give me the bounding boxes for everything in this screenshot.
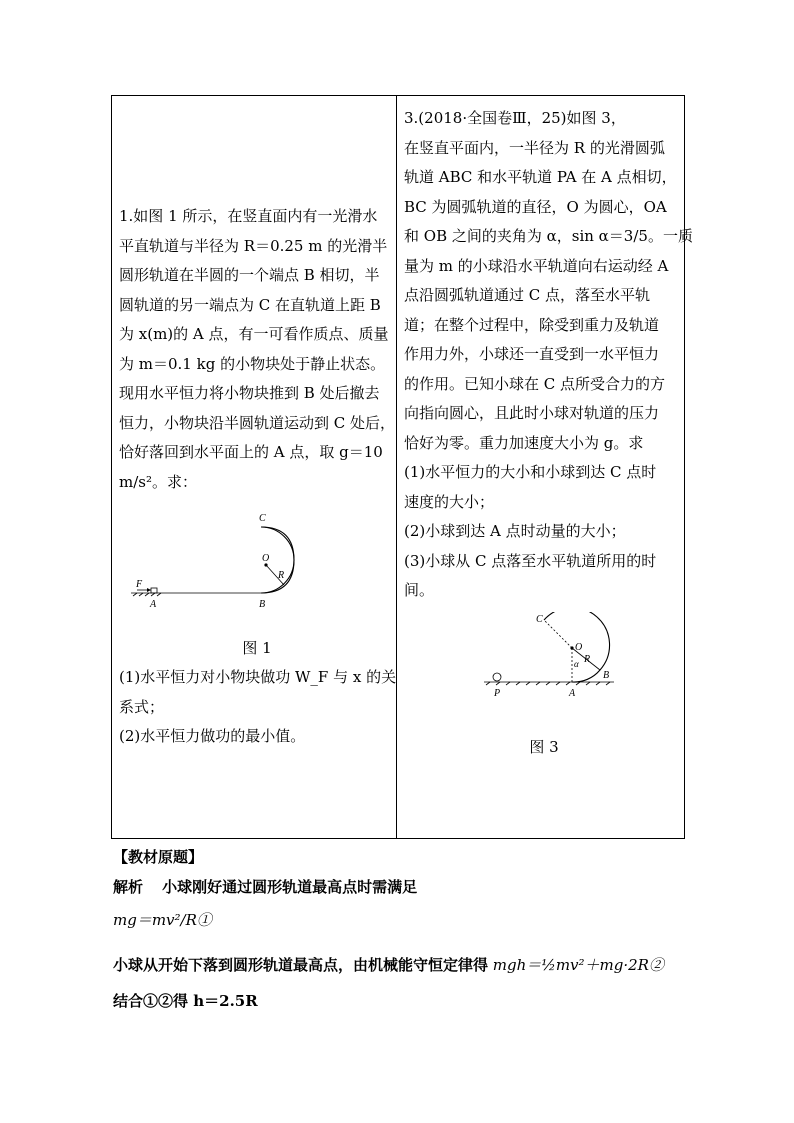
figure-1 [119,507,395,633]
problem-1-line: 恰好落回到水平面上的 A 点，取 g＝10 [119,443,383,461]
equation-2: mgh＝½mv²＋mg·2R② [492,956,664,974]
problem-table [111,95,693,839]
problem-1 [119,202,395,752]
problem-3-line: (3)小球从 C 点落至水平轨道所用的时 [404,551,657,570]
fig3-label-a: A [569,687,576,699]
analysis-label: 解析 [113,878,144,896]
problem-3-line: (1)水平恒力的大小和小球到达 C 点时 [404,463,657,481]
figure-3-diagram [404,612,684,732]
problem-3-line: 恰好为零。重力加速度大小为 g。求 [404,433,644,452]
problem-3-line: 的作用。已知小球在 C 点所受合力的方 [404,374,666,393]
problem-3 [404,104,693,762]
fig3-label-c: C [536,613,543,625]
figure-1-diagram [119,507,395,633]
problem-3-line: 轨道 ABC 和水平轨道 PA 在 A 点相切， [404,168,677,186]
problem-1-line: 平直轨道与半径为 R＝0.25 m 的光滑半 [119,236,388,255]
problem-1-line: m/s²。求： [119,472,197,491]
problem-3-line: 和 OB 之间的夹角为 α，sin α＝3/5。一质 [404,227,693,245]
fig1-label-o: O [262,553,270,564]
fig3-label-p: P [494,687,501,699]
problem-3-line: 点沿圆弧轨道通过 C 点，落至水平轨 [404,286,651,304]
figure-3 [404,612,684,732]
problem-1-text [119,202,395,497]
problem-1-question-line: (2)水平恒力做功的最小值。 [119,727,306,745]
problem-1-line: 1.如图 1 所示，在竖直面内有一光滑水 [119,207,378,225]
fig3-label-r: R [584,653,591,665]
fig1-label-c: C [259,513,266,524]
problem-1-line: 圆形轨道在半圆的一个端点 B 相切，半 [119,266,380,284]
problem-3-line: 间。 [404,581,435,599]
problem-3-line: 作用力外，小球还一直受到一水平恒力 [404,345,660,363]
column-divider [396,96,397,838]
problem-1-line: 恒力，小物块沿半圆轨道运动到 C 处后， [119,413,396,432]
fig1-label-a: A [150,599,157,610]
fig3-label-b: B [603,669,610,681]
problem-3-text [404,104,693,606]
fig3-label-o: O [575,641,583,653]
problem-3-line: 3.(2018·全国卷Ⅲ，25)如图 3， [404,109,626,127]
fig1-label-b: B [259,599,266,610]
equation-2-text: 小球从开始下落到圆形轨道最高点，由机械能守恒定律得 [113,956,489,974]
fig1-label-f: F [136,579,143,590]
problem-3-line: 向指向圆心，且此时小球对轨道的压力 [404,404,660,422]
fig3-label-alpha: α [574,658,579,669]
analysis-text: 小球刚好通过圆形轨道最高点时需满足 [162,878,418,896]
figure-1-caption: 图 1 [242,639,272,657]
problem-3-line: (2)小球到达 A 点时动量的大小； [404,522,626,540]
equation-1: mg＝mv²/R① [113,911,212,929]
equation-3: 结合①②得 h＝2.5R [113,992,258,1010]
problem-1-line: 为 m＝0.1 kg 的小物块处于静止状态。 [119,354,386,373]
problem-1-line: 为 x(m)的 A 点，有一可看作质点、质量 [119,325,389,343]
problem-3-line: 量为 m 的小球沿水平轨道向右运动经 A [404,256,669,275]
textbook-heading: 【教材原题】 [113,848,204,866]
problem-1-questions [119,663,395,752]
problem-3-line: 速度的大小； [404,492,495,511]
problem-3-line: 道；在整个过程中，除受到重力及轨道 [404,315,660,334]
problem-1-question-line: (1)水平恒力对小物块做功 W_F 与 x 的关 [119,668,397,686]
figure-3-caption: 图 3 [529,737,559,756]
fig1-label-r: R [278,570,285,581]
problem-1-line: 现用水平恒力将小物块推到 B 处后撤去 [119,384,380,402]
problem-3-line: 在竖直平面内，一半径为 R 的光滑圆弧 [404,138,665,157]
equation-2-line [113,954,713,975]
problem-1-line: 圆轨道的另一端点为 C 在直轨道上距 B [119,295,381,314]
analysis-line [113,876,713,897]
problem-1-question-line: 系式； [119,697,165,716]
problem-3-line: BC 为圆弧轨道的直径，O 为圆心，OA [404,197,667,216]
